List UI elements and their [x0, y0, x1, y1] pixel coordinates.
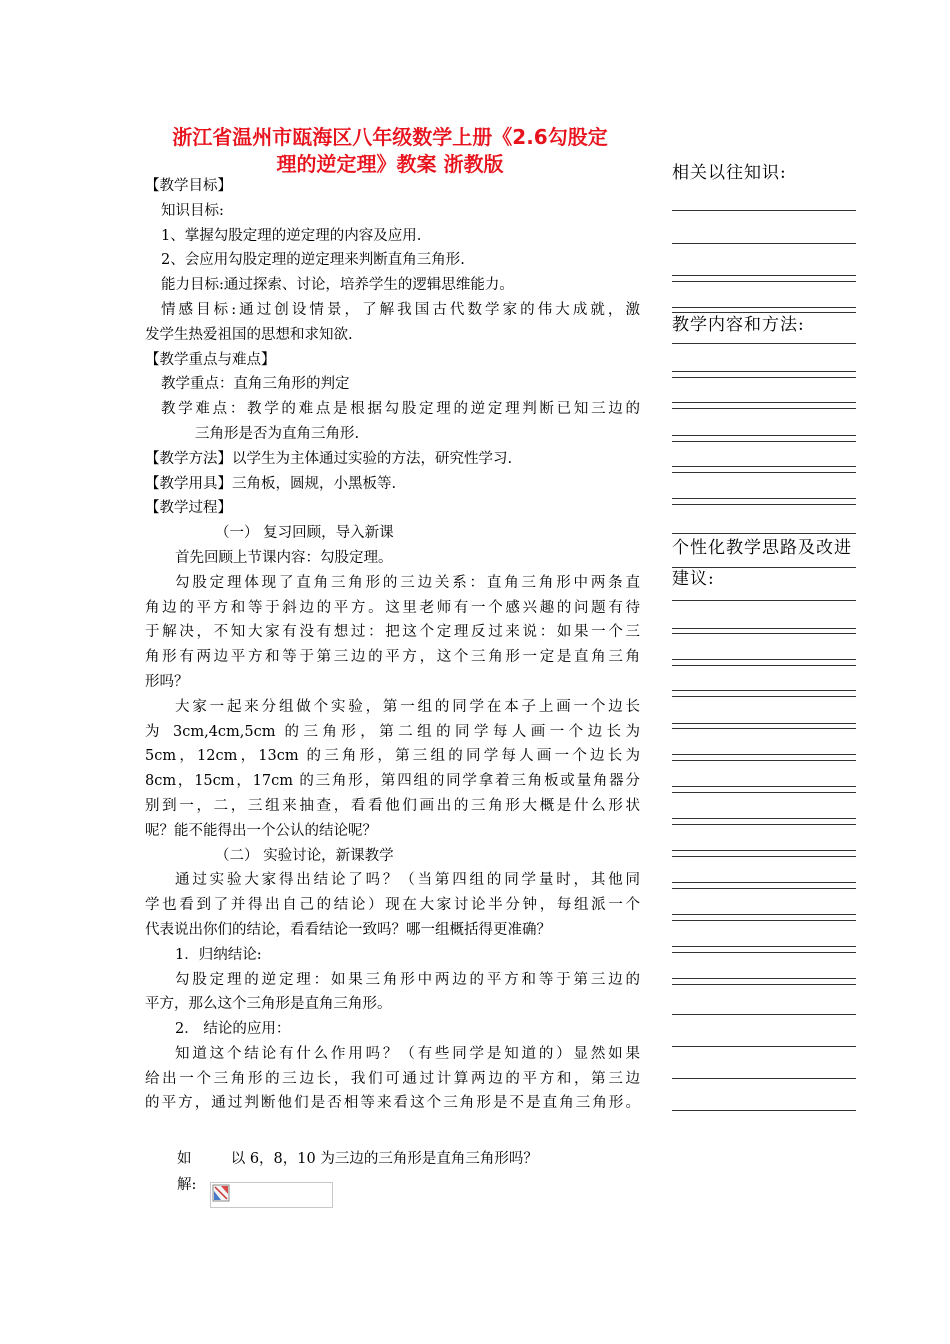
writing-line [672, 435, 856, 436]
writing-line [672, 408, 856, 409]
text-line: 的平方，通过判断他们是否相等来看这个三角形是不是直角三角形。 [145, 1095, 640, 1112]
sidebar-heading-content-methods: 教学内容和方法: [672, 315, 805, 335]
title-line-2: 理的逆定理》教案 浙教版 [276, 152, 504, 176]
text-line: 情感目标:通过创设情景，了解我国古代数学家的伟大成就，激 [161, 301, 640, 318]
subsection-heading: （二） 实验讨论，新课教学 [215, 847, 394, 864]
text-line: 别到一，二，三组来抽查，看看他们画出的三角形大概是什么形状 [145, 797, 640, 814]
missing-image-placeholder [210, 1182, 333, 1208]
writing-line [672, 665, 856, 666]
section-heading: 【教学目标】 [145, 178, 232, 194]
solution-label: 解: [177, 1177, 197, 1193]
writing-line [672, 946, 856, 947]
writing-line [672, 628, 856, 629]
writing-line [672, 1014, 856, 1015]
writing-line [672, 281, 856, 282]
section-heading: 【教学用具】三角板，圆规，小黑板等. [145, 475, 397, 492]
writing-line [672, 920, 856, 921]
writing-line [672, 567, 856, 568]
writing-line [672, 343, 856, 344]
subsection-heading: （一） 复习回顾，导入新课 [215, 525, 394, 542]
writing-line [672, 914, 856, 915]
section-heading: 【教学过程】 [145, 500, 232, 517]
example-question [177, 1147, 538, 1168]
text-line: 学也看到了并得出自己的结论）现在大家讨论半分钟，每组派一个 [145, 897, 640, 914]
title-line-1: 浙江省温州市瓯海区八年级数学上册《2.6勾股定 [172, 125, 608, 149]
writing-line [672, 723, 856, 724]
text-line: 教学重点：直角三角形的判定 [161, 376, 350, 393]
text-line: 1．归纳结论: [175, 946, 262, 963]
text-line: 能力目标:通过探索、讨论，培养学生的逻辑思维能力。 [161, 277, 514, 294]
writing-line [672, 472, 856, 473]
text-line: 角边的平方和等于斜边的平方。这里老师有一个感兴趣的问题有待 [145, 599, 640, 616]
writing-line [672, 307, 856, 308]
text-line: 为 3cm,4cm,5cm 的三角形，第二组的同学每人画一个边长为 [145, 723, 640, 740]
writing-line [672, 275, 856, 276]
writing-line [672, 856, 856, 857]
writing-line [672, 533, 856, 534]
example-text: 以 6，8，10 为三边的三角形是直角三角形吗？ [230, 1151, 538, 1167]
text-line: 于解决，不知大家有没有想过：把这个定理反过来说：如果一个三 [145, 624, 640, 641]
writing-line [672, 210, 856, 211]
example-label: 如 [177, 1151, 192, 1167]
writing-line [672, 690, 856, 691]
text-line: 8cm，15cm，17cm 的三角形，第四组的同学拿着三角板或量角器分 [145, 773, 640, 790]
text-line: 三角形是否为直角三角形. [195, 425, 360, 442]
writing-line [672, 760, 856, 761]
text-line: 呢？能不能得出一个公认的结论呢？ [145, 822, 377, 839]
writing-line [672, 441, 856, 442]
writing-line [672, 633, 856, 634]
text-line: 给出一个三角形的三边长，我们可通过计算两边的平方和，第三边 [145, 1070, 640, 1087]
text-line: 教学难点：教学的难点是根据勾股定理的逆定理判断已知三边的 [161, 401, 640, 418]
subheading: 知识目标: [161, 202, 224, 219]
writing-line [672, 504, 856, 505]
writing-line [672, 1110, 856, 1111]
text-line: 2． 结论的应用： [175, 1021, 291, 1038]
section-heading: 【教学重点与难点】 [145, 351, 276, 368]
section-heading: 【教学方法】以学生为主体通过实验的方法，研究性学习. [145, 450, 513, 467]
writing-line [672, 888, 856, 889]
sidebar-heading-personalized-ideas: 个性化教学思路及改进 [672, 538, 852, 558]
text-line: 大家一起来分组做个实验，第一组的同学在本子上画一个边长 [175, 698, 640, 715]
text-line: 2、会应用勾股定理的逆定理来判断直角三角形. [161, 252, 465, 269]
sidebar-heading-suggestions: 建议: [672, 569, 715, 589]
writing-line [672, 377, 856, 378]
writing-line [672, 824, 856, 825]
sidebar-heading-prior-knowledge: 相关以往知识: [672, 163, 787, 183]
text-line: 代表说出你们的结论，看看结论一致吗？哪一组概括得更准确？ [145, 921, 551, 938]
writing-line [672, 696, 856, 697]
writing-line [672, 466, 856, 467]
writing-line [672, 952, 856, 953]
writing-line [672, 659, 856, 660]
writing-line [672, 728, 856, 729]
writing-line [672, 984, 856, 985]
writing-line [672, 978, 856, 979]
text-line: 首先回顾上节课内容：勾股定理。 [175, 549, 393, 566]
writing-line [672, 498, 856, 499]
writing-line [672, 371, 856, 372]
text-line: 1、掌握勾股定理的逆定理的内容及应用. [161, 227, 422, 244]
writing-line [672, 243, 856, 244]
text-line: 知道这个结论有什么作用吗？（有些同学是知道的）显然如果 [175, 1045, 640, 1062]
text-line: 发学生热爱祖国的思想和求知欲. [145, 326, 353, 343]
document-title [140, 124, 640, 178]
writing-line [672, 792, 856, 793]
text-line: 平方，那么这个三角形是直角三角形。 [145, 996, 392, 1013]
writing-line [672, 1046, 856, 1047]
writing-line [672, 312, 856, 313]
text-line: 勾股定理的逆定理：如果三角形中两边的平方和等于第三边的 [175, 971, 640, 988]
writing-line [672, 600, 856, 601]
writing-line [672, 1078, 856, 1079]
text-line: 勾股定理体现了直角三角形的三边关系：直角三角形中两条直 [175, 574, 640, 591]
writing-line [672, 882, 856, 883]
writing-line [672, 850, 856, 851]
lesson-body [145, 174, 640, 1116]
writing-line [672, 786, 856, 787]
writing-line [672, 754, 856, 755]
writing-line [672, 818, 856, 819]
text-line: 形吗？ [145, 673, 189, 690]
text-line: 5cm，12cm，13cm 的三角形，第三组的同学每人画一个边长为 [145, 748, 640, 765]
broken-image-icon [212, 1184, 230, 1202]
text-line: 通过实验大家得出结论了吗？（当第四组的同学量时，其他同 [175, 872, 640, 889]
text-line: 角形有两边平方和等于第三边的平方，这个三角形一定是直角三角 [145, 649, 640, 666]
writing-line [672, 402, 856, 403]
